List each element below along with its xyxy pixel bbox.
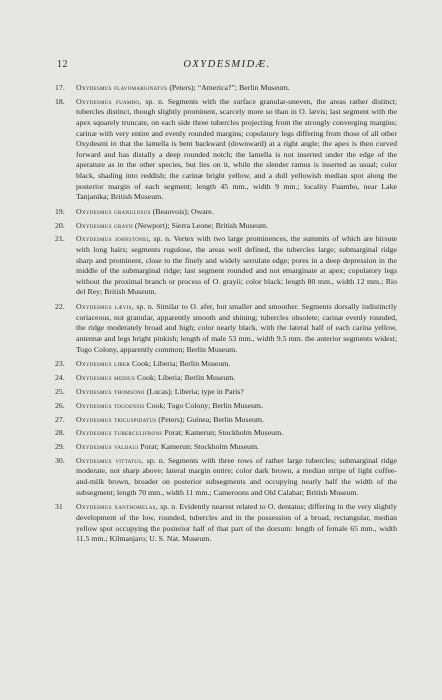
page-number: 12 <box>57 59 68 70</box>
entry-description: Porat; Kamerun; Stockholm Museum. <box>138 442 259 452</box>
entry-number: 23. <box>55 359 65 369</box>
species-list <box>55 83 397 548</box>
entry-description: Cook; Liberia; Berlin Museum. <box>135 373 236 383</box>
species-name: Oxydesmus tricuspidatus <box>76 414 157 424</box>
entry-number: 28. <box>55 428 65 438</box>
entry-text <box>76 83 397 94</box>
species-name: Oxydesmus granulosus <box>76 206 151 216</box>
entry-text <box>76 415 397 426</box>
entry-text <box>76 428 397 439</box>
entry-number: 25. <box>55 386 65 396</box>
species-name: Oxydesmus liber <box>76 359 131 369</box>
entry-text <box>76 401 397 412</box>
entry-number: 21. <box>55 234 65 244</box>
entry-description: (Peters); “America?”; Berlin Museum. <box>167 83 290 92</box>
species-name: Oxydesmus medius <box>76 373 136 383</box>
entry-text <box>76 502 397 544</box>
entry-number: 27. <box>55 414 65 424</box>
entry-text <box>76 221 397 232</box>
entry-description: (Newport); Sierra Leone; British Museum. <box>132 220 269 230</box>
entry-text <box>76 442 397 453</box>
species-entry-19 <box>55 207 397 218</box>
entry-text <box>76 234 397 298</box>
entry-number: 26. <box>55 400 65 410</box>
entry-text <box>76 359 397 370</box>
species-entry-23 <box>55 359 397 370</box>
page-header <box>57 59 397 73</box>
species-entry-22 <box>55 302 397 355</box>
entry-text <box>76 456 397 498</box>
species-entry-24 <box>55 373 397 384</box>
running-title: OXYDESMIDÆ. <box>183 59 271 70</box>
entry-number: 31 <box>55 502 63 512</box>
species-entry-31 <box>55 502 397 544</box>
species-name: Oxydesmus valdaui <box>76 442 139 452</box>
entry-text <box>76 302 397 355</box>
species-entry-28 <box>55 428 397 439</box>
species-name: Oxydesmus fuambo, <box>76 96 142 106</box>
entry-number: 30. <box>55 455 65 465</box>
entry-description: Cook; Togo Colony; Berlin Museum. <box>144 400 263 410</box>
entry-number: 20. <box>55 220 65 230</box>
species-entry-17 <box>55 83 397 94</box>
species-name: Oxydesmus grayii <box>76 220 133 230</box>
entry-description: sp. n. Evidently nearest related to O. dentatus; differing in the very slightly development of the low, rounded, tubercles and in the possession of a broad, rectangular, median yellow spot occupying the posterior half of that part of the dorsum: length of female 65 mm., width 11.5 mm.; Kilmanjaro; U. S. Nat. Museum. <box>76 502 397 544</box>
species-name: Oxydesmus togoensis <box>76 400 145 410</box>
entry-text <box>76 97 397 203</box>
species-name: Oxydesmus tuberculifrons <box>76 428 163 438</box>
species-entry-20 <box>55 221 397 232</box>
entry-number: 29. <box>55 442 65 452</box>
entry-description: Porat; Kamerun; Stockholm Museum. <box>162 428 284 438</box>
entry-number: 19. <box>55 206 65 216</box>
entry-text <box>76 373 397 384</box>
entry-description: sp. n. Similar to O. afer, but smaller and smoother. Segments dorsally indistinctly coriaceous, not granular, apparently smooth and shining; tubercles obsolete; carinæ evenly rounded, the ridge moderately broad and high; color nearly black, with the lateral half of each carina yellow, antennæ and legs bright pinkish; length of male 53 mm., width 9.5 mm. the anterior segments widest; Togo Colony, apparently common; Berlin Museum. <box>76 302 398 354</box>
species-entry-30 <box>55 456 397 498</box>
species-entry-27 <box>55 415 397 426</box>
entry-text <box>76 207 397 218</box>
species-entry-29 <box>55 442 397 453</box>
species-entry-26 <box>55 401 397 412</box>
species-entry-18 <box>55 97 397 203</box>
entry-description: sp. n. Vertex with two large prominences, the summits of which are hirsute with long hairs; segments rugulose, the areas well defined, the tubercles large; submarginal ridge sharp and prominent, close to the finely and widely serrulate edge; pores in a deep depression in the middle of the submarginal ridge; last segment rounded and not emarginate at apex; copulatory legs without the proximal branch or process of O. grayii; color black; length 80 mm., width 12 mm.; Rio del Rey; British Museum. <box>76 234 397 297</box>
entry-number: 24. <box>55 373 65 383</box>
species-name: Oxydesmus flavomarginatus <box>76 83 168 92</box>
entry-description: sp. n. Segments with three rows of rather large tubercles; submarginal ridge moderate, not sharp above; lateral margin entire; color dark brown, a median stripe of light coffee-and-milk brown, broader on posterior subsegments and occupying nearly half the width of the subsegment; length 70 mm., width 11 mm.; Cameroons and Old Calabar; British Museum. <box>76 455 397 497</box>
entry-description: (Beauvois); Oware. <box>150 206 214 216</box>
entry-number: 22. <box>55 302 65 312</box>
species-entry-21 <box>55 234 397 298</box>
entry-description: Cook; Liberia; Berlin Museum. <box>130 359 231 369</box>
species-name: Oxydesmus vittatus, <box>76 455 144 465</box>
species-entry-25 <box>55 387 397 398</box>
species-name: Oxydesmus xanthomelas, <box>76 502 158 512</box>
entry-text <box>76 387 397 398</box>
species-name: Oxydesmus thomsonii <box>76 386 145 396</box>
entry-number: 17. <box>55 83 65 92</box>
entry-description: (Lucas); Liberia; type in Paris? <box>144 386 244 396</box>
entry-number: 18. <box>55 96 65 106</box>
species-name: Oxydesmus johnstonei, <box>76 234 151 244</box>
entry-description: sp. n. Segments with the surface granular-uneven, the areas rather distinct; tubercles distinct, though slightly prominent, scarcely more so than in O. lævis; last segment with the apex squarely truncate, on each side three tubercles projecting from the strongly converging margins; carinæ with very entire and evenly rounded margins; copulatory legs differing from those of all other Oxydesmi in that the lamella is bent backward (downward) at a right angle; the apex is then curved forward and has distally a deep rounded notch; the lamella is not inserted under the edge of the aperature as in the other species, but lies on it, while the slender ramus is inserted as usual; color black, shading into reddish; the carinæ bright yellow, and a dull yellowish median spot along the posterior margin of each segment; length 45 mm., width 9 mm.; locality Fuambo, near Lake Tanjanika; British Museum. <box>76 96 398 202</box>
species-name: Oxydesmus lævis, <box>76 302 134 312</box>
entry-description: (Peters); Guinea; Berlin Museum. <box>156 414 264 424</box>
